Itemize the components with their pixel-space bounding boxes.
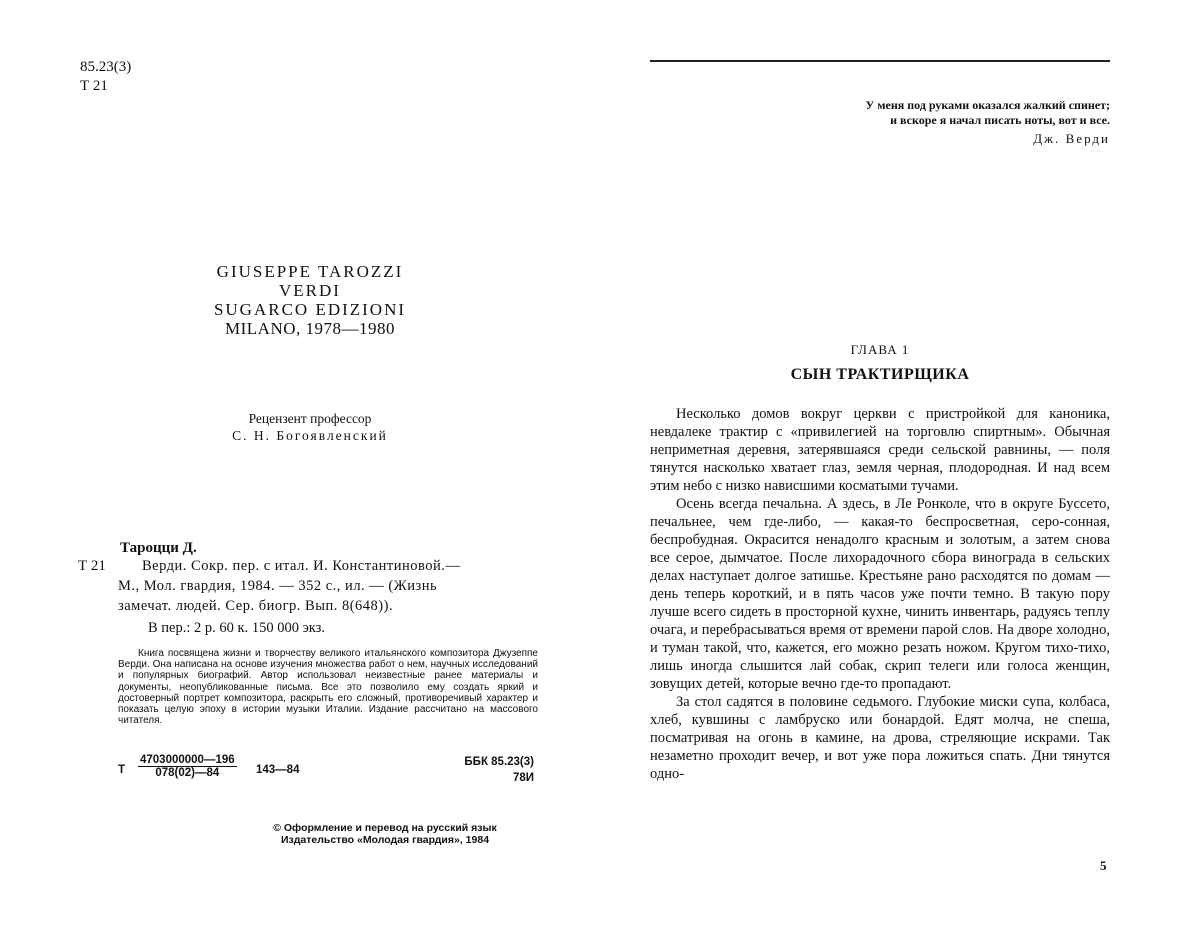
bib-line-1: Верди. Сокр. пер. с итал. И. Константиновой.—: [142, 558, 461, 574]
classification-line1: 85.23(3): [80, 59, 132, 75]
original-edition-block: [140, 262, 480, 338]
epigraph-line1: У меня под руками оказался жалкий спинет;: [865, 98, 1110, 112]
bib-line-2: М., Мол. гвардия, 1984. — 352 с., ил. — (Жизнь: [118, 578, 438, 594]
original-author: GIUSEPPE TAROZZI: [216, 262, 404, 281]
catalog-letter: Т: [118, 764, 126, 776]
bib-author: Тароцци Д.: [120, 540, 197, 556]
chapter-number: ГЛАВА 1: [850, 342, 910, 357]
original-publisher: SUGARCO EDIZIONI: [213, 300, 407, 319]
catalog-numerator: 4703000000—196: [140, 754, 235, 766]
copyright-line2: Издательство «Молодая гвардия», 1984: [280, 834, 490, 846]
paragraph-2: Осень всегда печальна. А здесь, в Ле Ронколе, что в округе Буссето, печальнее, чем где-либо, — какая-то беспросветная, серо-сонная, беспробудная. Окрасится ненадолго красным и золотым, а затем снова все серое, дымчатое. После лихорадочного сбора винограда в сельских делах наступает долгое затишье. Крестьяне рано расходятся по домам — день теперь короткий, и в пять часов уже почти темно. В такую пору лучше всего сидеть в просторной кухне, чинить инвентарь, радуясь теплу очага, и перебрасываться время от времени парой слов. На дворе холодно, и туман такой, что, кажется, его можно резать ножом. Кругом тихо-тихо, лишь иногда слышится лай собак, скрип телеги или голоса женщин, зовущих детей, которые вечно где-то пропадают.: [650, 496, 1110, 692]
epigraph: [730, 98, 1110, 128]
classification-code: [80, 58, 131, 96]
paragraph-3: За стол садятся в половине седьмого. Глубокие миски супа, колбаса, хлеб, кувшины с ламбруско или бонардой. Едят молча, не спеша, посматривая на огонь в камине, на дрова, стреляющие искрами. Так незаметно проходит вечер, и вот уже пора ложиться спать. Дни тянутся одно-: [650, 694, 1110, 782]
bib-description: [118, 556, 538, 616]
page-number: 5: [1100, 858, 1107, 873]
body-text: [650, 405, 1110, 783]
copyright: [225, 822, 545, 846]
reviewer-name: С. Н. Богоявленский: [232, 428, 388, 443]
catalog-bbk: [464, 754, 534, 786]
bib-line-3: замечат. людей. Сер. биогр. Вып. 8(648)).: [118, 598, 394, 614]
catalog-block: [118, 754, 538, 794]
catalog-denominator: 078(02)—84: [155, 767, 220, 779]
original-place-year: MILANO, 1978—1980: [225, 319, 395, 338]
epigraph-author: Дж. Верди: [1033, 131, 1110, 146]
reviewer-label: Рецензент профессор: [248, 411, 372, 426]
annotation-text: Книга посвящена жизни и творчеству великого итальянского композитора Джузеппе Верди. Она написана на основе изучения множества работ о нем, научных исследований и популярных биографий. Автор использовал неизвестные ранее материалы и документы, неопубликованные письма. Все это позволило ему создать яркий и достоверный портрет композитора, раскрыть его сложный, противоречивый характер и показать целую эпоху в истории музыки Италии. Издание рассчитано на массового читателя.: [118, 648, 538, 727]
catalog-tail: 143—84: [256, 764, 300, 776]
bib-price: В пер.: 2 р. 60 к. 150 000 экз.: [148, 620, 325, 636]
catalog-fraction: [138, 754, 237, 779]
paragraph-1: Несколько домов вокруг церкви с пристройкой для каноника, невдалеке трактир с «привилегией на торговлю спиртным». Обычная неприметная деревня, затерявшаяся среди сельской равнины, — поля тянутся насколько хватает глаз, земля черная, плодородная. И над всем этим небо с низко нависшими косматыми тучами.: [650, 406, 1110, 494]
classification-line2: Т 21: [80, 78, 108, 94]
epigraph-line2: и вскоре я начал писать ноты, вот и все.: [890, 113, 1110, 127]
reviewer-block: [140, 410, 480, 444]
annotation: [118, 648, 538, 726]
chapter-title: СЫН ТРАКТИРЩИКА: [790, 366, 970, 383]
original-title: VERDI: [279, 281, 341, 300]
bib-code: Т 21: [78, 558, 106, 574]
top-rule: [650, 60, 1110, 62]
copyright-line1: © Оформление и перевод на русский язык: [273, 822, 497, 834]
bbk-line1: ББК 85.23(3): [464, 756, 534, 768]
bbk-line2: 78И: [512, 772, 534, 784]
